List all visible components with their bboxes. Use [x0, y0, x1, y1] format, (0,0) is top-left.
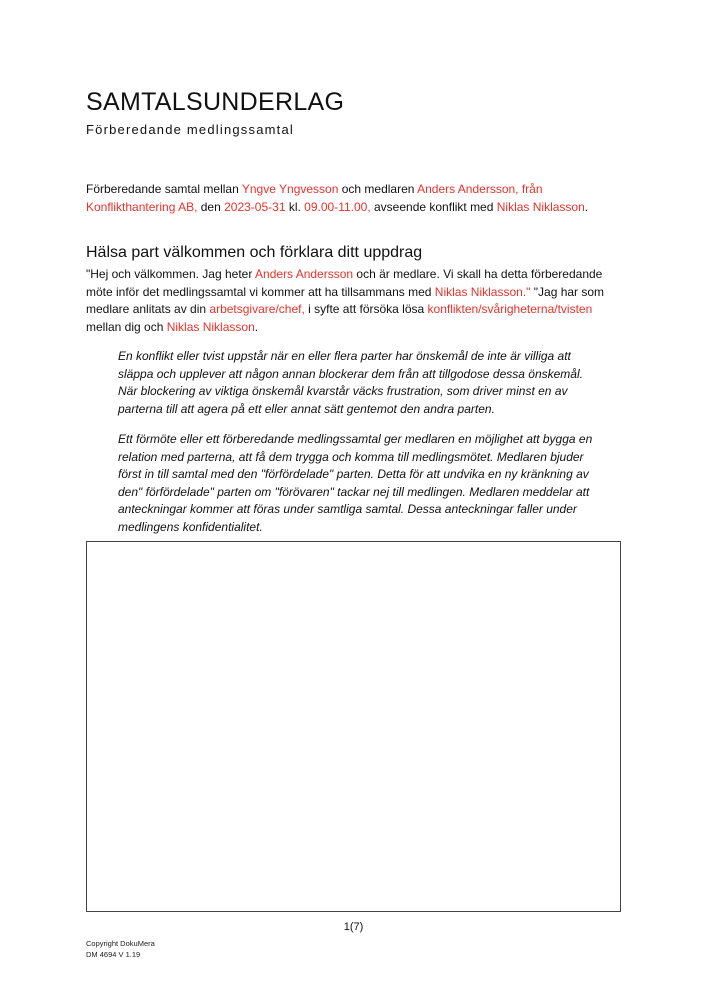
- employer-field: arbetsgivare/chef,: [209, 302, 305, 317]
- intro-paragraph: [86, 180, 626, 216]
- meeting-time: 09.00-11.00,: [304, 200, 371, 214]
- intro-text: .: [584, 200, 589, 214]
- intro-text: avseende konflikt med: [370, 200, 497, 214]
- intro-text: kl.: [285, 200, 305, 214]
- welcome-quote: [86, 266, 626, 336]
- intro-text: Förberedande samtal mellan: [86, 182, 242, 196]
- section-heading: Hälsa part välkommen och förklara ditt uppdrag: [86, 244, 423, 261]
- counterpart-name: Niklas Niklasson: [496, 200, 585, 214]
- info-paragraph-premeeting: Ett förmöte eller ett förberedande medlingssamtal ger medlaren en möjlighet att bygga en relation med parterna, att få dem trygga och komma till medlingsmötet. Medlaren bjuder först in till samtal med den "förfördelade" parten. Detta för att undvika en ny kränkning av den" förfördelade" parten om "förövaren" tackar nej till medlingen. Medlaren meddelar att anteckningar kommer att föras under samtliga samtal. Dessa anteckningar faller under medlingens konfidentialitet.: [118, 432, 593, 534]
- quote-text: och är medlare. Vi skall ha detta förberedande möte inför det medlingssamtal vi kommer att ha tillsammans med: [86, 267, 603, 299]
- footer-copyright: Copyright DokuMera: [86, 939, 155, 948]
- counterpart-name: Niklas Niklasson.": [434, 284, 531, 299]
- quote-text: i syfte att försöka lösa: [304, 302, 428, 317]
- quote-text: .: [254, 319, 259, 334]
- notes-box[interactable]: [86, 541, 621, 912]
- issue-field: konflikten/svårigheterna/tvisten: [427, 302, 593, 317]
- info-paragraph-conflict: En konflikt eller tvist uppstår när en eller flera parter har önskemål de inte är villiga att släppa och upplever att någon annan blockerar dem från att tillgodose dessa önskemål. När blockering av viktiga önskemål kvarstår väcks frustration, som driver minst en av parterna till att agera på ett eller annat sätt gentemot den andra parten.: [118, 349, 583, 416]
- intro-text: den: [197, 200, 225, 214]
- mediator-name: Anders Andersson: [255, 267, 354, 281]
- intro-text: och medlaren: [338, 182, 418, 196]
- quote-text: "Jag har som medlare anlitats av din: [86, 284, 605, 317]
- counterpart-name: Niklas Niklasson: [166, 319, 255, 334]
- document-subtitle: Förberedande medlingssamtal: [86, 122, 294, 137]
- meeting-date: 2023-05-31: [224, 200, 286, 214]
- quote-text: "Hej och välkommen. Jag heter: [86, 267, 256, 281]
- page-number: 1(7): [343, 921, 364, 933]
- quote-text: mellan dig och: [86, 319, 167, 334]
- footer: [86, 938, 155, 960]
- mediator-org: Anders Andersson, från Konflikthantering AB,: [86, 182, 543, 214]
- party-name: Yngve Yngvesson: [241, 182, 339, 196]
- footer-version: DM 4694 V 1.19: [86, 950, 141, 959]
- document-title: SAMTALSUNDERLAG: [86, 88, 345, 116]
